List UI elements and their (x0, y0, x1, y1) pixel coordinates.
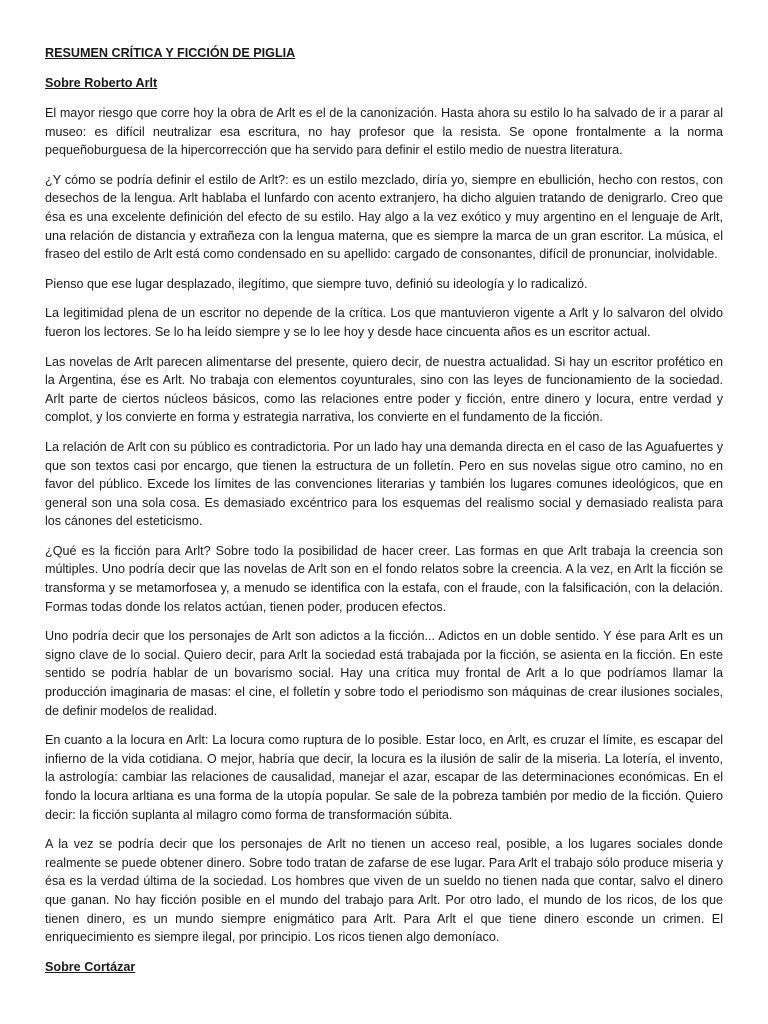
document-page (45, 44, 723, 988)
paragraph: Uno podría decir que los personajes de Arlt son adictos a la ficción... Adictos en un doble sentido. Y ése para Arlt es un signo clave de lo social. Quiero decir, para Arlt la sociedad está trabajada por la ficción, se asienta en la ficción. En este sentido se podría hablar de un bovarismo social. Hay una crítica muy frontal de Arlt a lo que podríamos llamar la producción imaginaria de masas: el cine, el folletín y sobre todo el periodismo son máquinas de crear ilusiones sociales, de definir modelos de realidad. (45, 629, 723, 718)
section-cortazar (45, 958, 723, 976)
paragraph: La relación de Arlt con su público es contradictoria. Por un lado hay una demanda directa en el caso de las Aguafuertes y que son textos casi por encargo, que tienen la estructura de un folletín. Pero en sus novelas sigue otro camino, no en favor del público. Excede los límites de las convenciones literarias y también los lugares comunes ideológicos, que en general son una sola cosa. Es demasiado excéntrico para los esquemas del realismo social y demasiado realista para los cánones del esteticismo. (45, 439, 723, 529)
section-heading: Sobre Cortázar (45, 959, 136, 974)
paragraph: ¿Qué es la ficción para Arlt? Sobre todo la posibilidad de hacer creer. Las formas en que Arlt trabaja la creencia son múltiples. Uno podría decir que las novelas de Arlt son en el fondo relatos sobre la creencia. A la vez, en Arlt la ficción se transforma y se metamorfosea y, a menudo se identifica con la estafa, con el fraude, con la falsificación, con la delación. Formas todas donde los relatos actúan, tienen poder, producen efectos. (45, 543, 723, 614)
paragraph: Las novelas de Arlt parecen alimentarse del presente, quiero decir, de nuestra actualidad. Si hay un escritor profético en la Argentina, ése es Arlt. No trabaja con elementos coyunturales, sino con las leyes de funcionamiento de la sociedad. Arlt parte de ciertos núcleos básicos, como las relaciones entre poder y ficción, entre dinero y locura, entre verdad y complot, y los convierte en forma y estrategia narrativa, los convierte en el fundamento de la ficción. (45, 354, 723, 425)
paragraph: El mayor riesgo que corre hoy la obra de Arlt es el de la canonización. Hasta ahora su estilo lo ha salvado de ir a parar al museo: es difícil neutralizar esa escritura, no hay profesor que la resista. Se opone frontalmente a la norma pequeñoburguesa de la hipercorrección que ha servido para definir el estilo medio de nuestra literatura. (45, 106, 723, 158)
paragraph: La legitimidad plena de un escritor no depende de la crítica. Los que mantuvieron vigente a Arlt y lo salvaron del olvido fueron los lectores. Se lo ha leído siempre y se lo lee hoy y desde hace cincuenta años es un escritor actual. (45, 306, 723, 339)
paragraph: En cuanto a la locura en Arlt: La locura como ruptura de lo posible. Estar loco, en Arlt, es cruzar el límite, es escapar del infierno de la vida cotidiana. O mejor, habría que decir, la locura es la ilusión de salir de la miseria. La lotería, el invento, la astrología: cambiar las relaciones de causalidad, manejar el azar, escapar de las determinaciones económicas. En el fondo la locura arltiana es una forma de la utopía popular. Se sale de la pobreza también por medio de la ficción. Quiero decir: la ficción suplanta al milagro como forma de transformación súbita. (45, 733, 723, 822)
paragraph: Pienso que ese lugar desplazado, ilegítimo, que siempre tuvo, definió su ideología y lo radicalizó. (45, 276, 588, 291)
document-title: RESUMEN CRÍTICA Y FICCIÓN DE PIGLIA (45, 46, 296, 60)
paragraph: A la vez se podría decir que los personajes de Arlt no tienen un acceso real, posible, a los lugares sociales donde realmente se puede obtener dinero. Sobre todo tratan de zafarse de ese lugar. Para Arlt el trabajo sólo produce miseria y ésa es la verdad última de la sociedad. Los hombres que viven de un sueldo no tienen nada que contar, salvo el dinero que ganan. No hay ficción posible en el mundo del trabajo para Arlt. Por otro lado, el mundo de los ricos, de los que tienen dinero, es un mundo siempre enigmático para Arlt. Para Arlt el que tiene dinero esconde un crimen. El enriquecimiento es siempre ilegal, por principio. Los ricos tienen algo demoníaco. (45, 837, 723, 945)
section-roberto-arlt (45, 74, 723, 947)
section-heading: Sobre Roberto Arlt (45, 76, 158, 90)
paragraph: ¿Y cómo se podría definir el estilo de Arlt?: es un estilo mezclado, diría yo, siempre en ebullición, hecho con restos, con desechos de la lengua. Arlt hablaba el lunfardo con acento extranjero, ha dicho alguien tratando de denigrarlo. Creo que ésa es una excelente definición del efecto de su estilo. Hay algo a la vez exótico y muy argentino en el lenguaje de Arlt, una relación de distancia y extrañeza con la lengua materna, que es siempre la marca de un gran escritor. La música, el fraseo del estilo de Arlt está como condensado en su apellido: cargado de consonantes, difícil de pronunciar, inolvidable. (45, 172, 723, 262)
